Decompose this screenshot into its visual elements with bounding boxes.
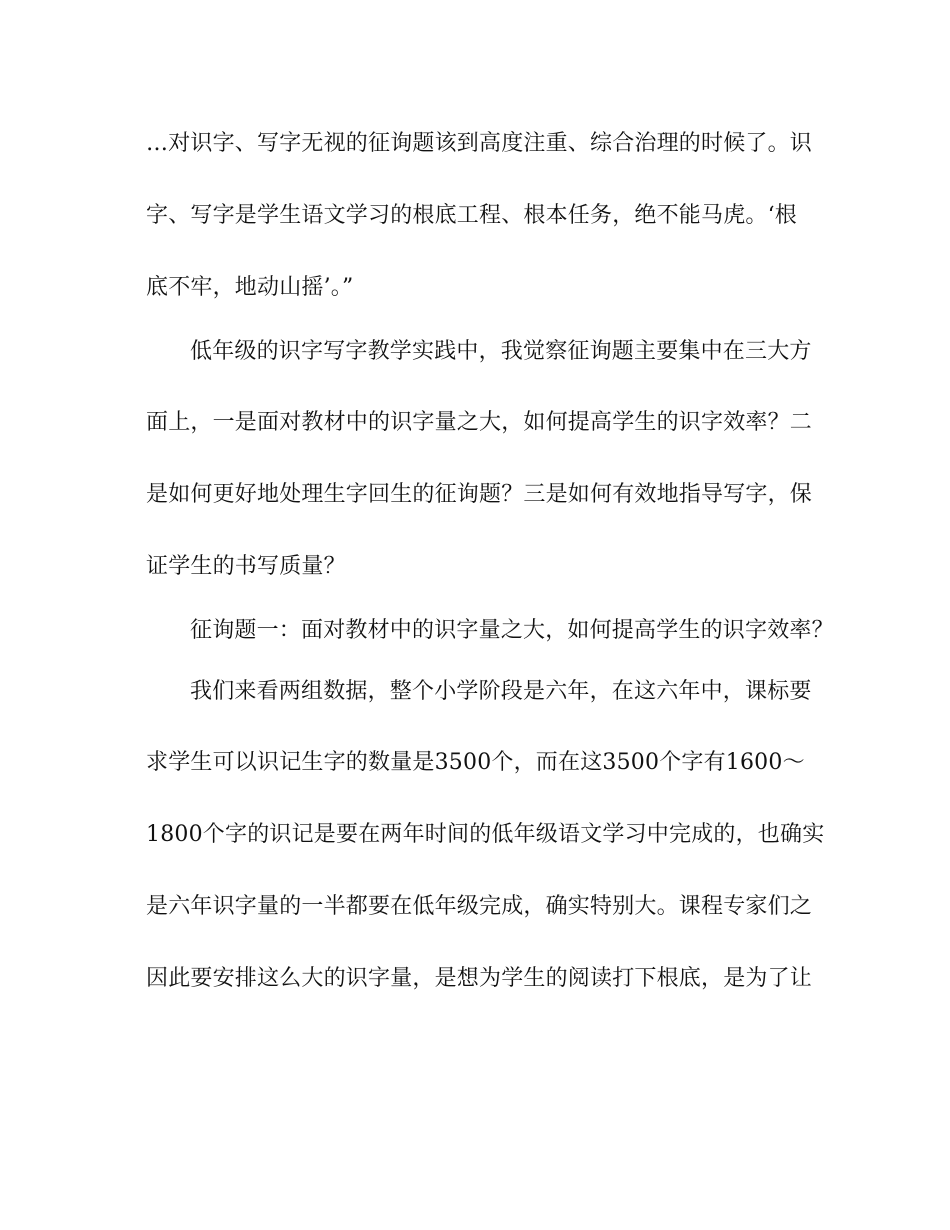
paragraph-1-line-2: 字、写字是学生语文学习的根底工程、根本任务，绝不能马虎。‘根 — [146, 203, 797, 228]
paragraph-2-line-2: 面上，一是面对教材中的识字量之大，如何提高学生的识字效率？二 — [146, 410, 813, 435]
paragraph-3-line-3: 1800个字的识记是要在两年时间的低年级语文学习中完成的，也确实 — [146, 822, 825, 847]
paragraph-2-line-3: 是如何更好地处理生字回生的征询题？三是如何有效地指导写字，保 — [146, 482, 813, 507]
section-heading-question-1: 征询题一：面对教材中的识字量之大，如何提高学生的识字效率？ — [190, 618, 834, 643]
paragraph-2-line-4: 证学生的书写质量？ — [146, 554, 346, 579]
paragraph-2-line-1: 低年级的识字写字教学实践中，我觉察征询题主要集中在三大方 — [190, 339, 812, 364]
paragraph-1-line-3: 底不牢，地动山摇’。” — [146, 275, 354, 300]
paragraph-1-line-1: …对识字、写字无视的征询题该到高度注重、综合治理的时候了。识 — [146, 131, 813, 156]
paragraph-3-line-4: 是六年识字量的一半都要在低年级完成，确实特别大。课程专家们之 — [146, 894, 813, 919]
paragraph-3-line-2: 求学生可以识记生字的数量是3500个，而在这3500个字有1600～ — [146, 750, 805, 775]
paragraph-3-line-5: 因此要安排这么大的识字量，是想为学生的阅读打下根底，是为了让 — [146, 966, 813, 991]
paragraph-3-line-1: 我们来看两组数据，整个小学阶段是六年，在这六年中，课标要 — [190, 679, 812, 704]
